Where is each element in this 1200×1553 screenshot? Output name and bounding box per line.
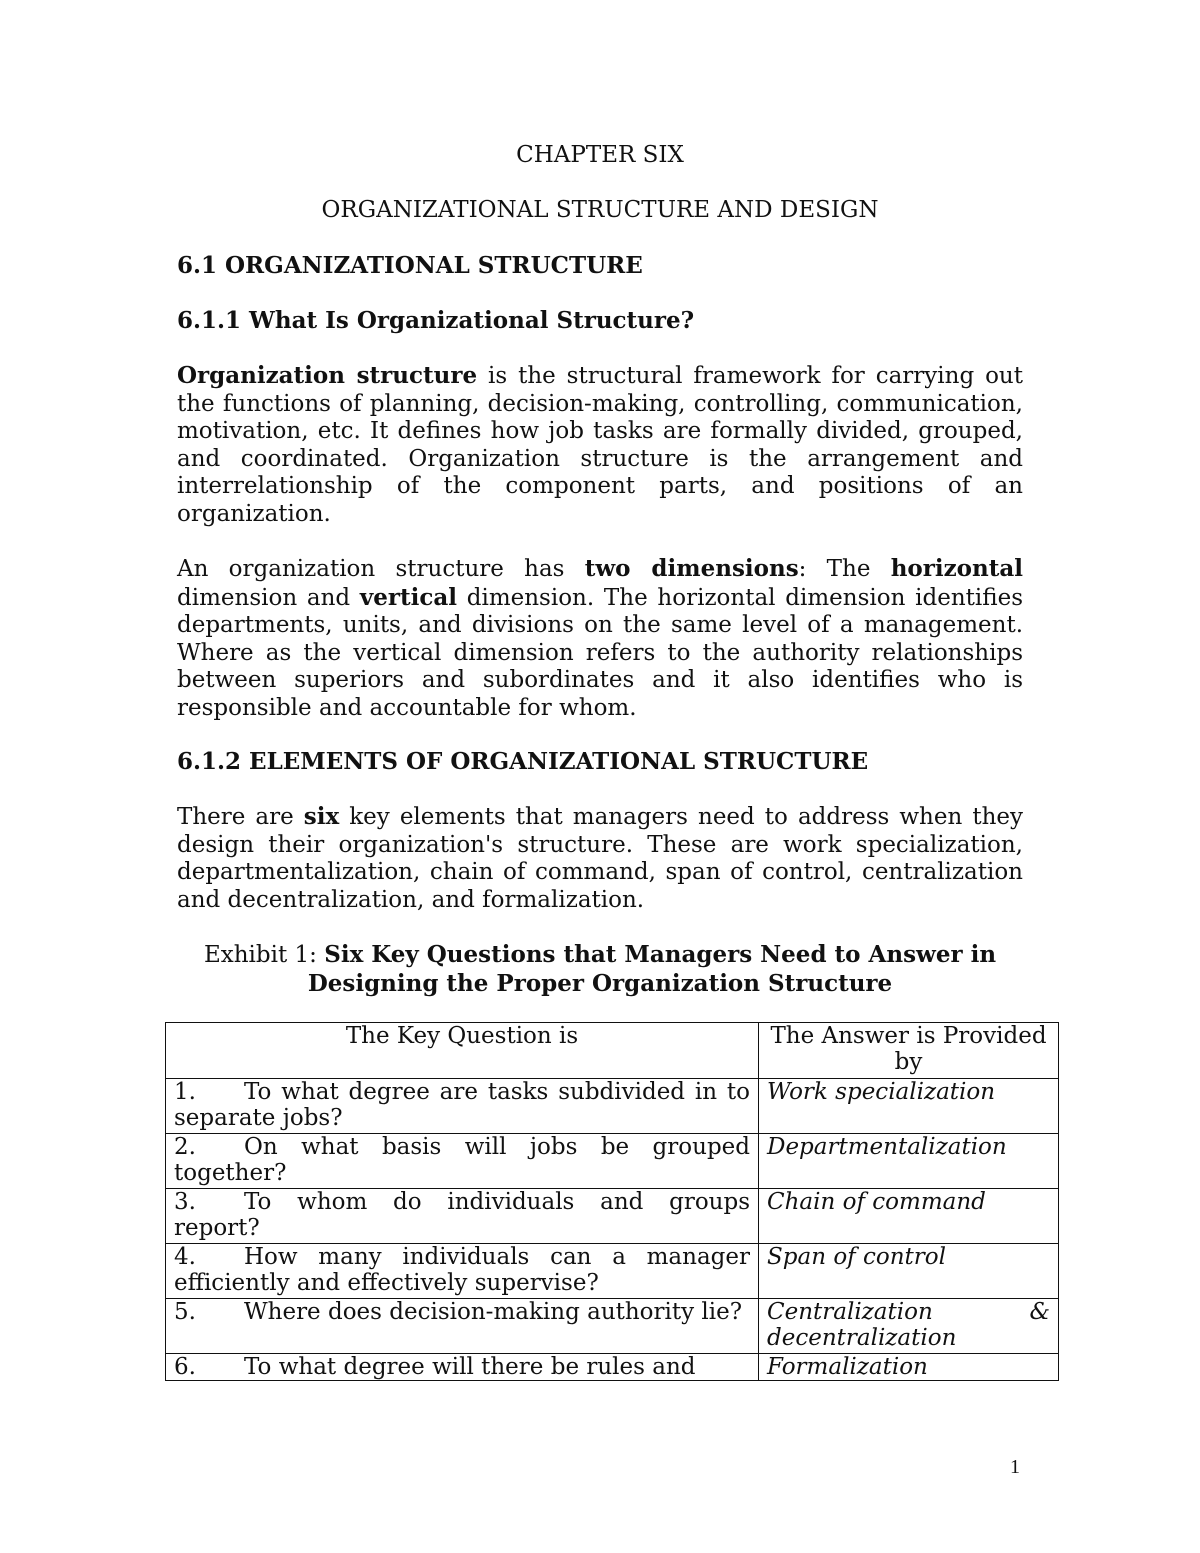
question-cell: 5. Where does decision-making authority lie?	[166, 1299, 759, 1354]
table-row	[166, 1189, 1059, 1244]
answer-cell: Chain of command	[759, 1189, 1059, 1244]
question-cell: 3. To whom do individuals and groups report?	[166, 1189, 759, 1244]
key-questions-table	[165, 1022, 1059, 1381]
section-heading-6-1: 6.1 ORGANIZATIONAL STRUCTURE	[177, 252, 643, 279]
question-cell: 1. To what degree are tasks subdivided in to separate jobs?	[166, 1079, 759, 1134]
section-heading-6-1-1: 6.1.1 What Is Organizational Structure?	[177, 307, 695, 334]
answer-cell: Centralization & decentralization	[759, 1299, 1059, 1354]
paragraph-dimensions: An organization structure has two dimensions: The horizontal dimension and vertical dimension. The horizontal dimension identifies departments, units, and divisions on the same level of a management. Where as the vertical dimension refers to the authority relationships between superiors and subordinates and it also identifies who is responsible and accountable for whom.	[177, 555, 1023, 721]
answer-cell: Formalization	[759, 1354, 1059, 1381]
exhibit-caption: Exhibit 1: Six Key Questions that Managers Need to Answer in Designing the Proper Organization Structure	[203, 941, 997, 997]
paragraph-definition: Organization structure is the structural framework for carrying out the functions of planning, decision-making, controlling, communication, motivation, etc. It defines how job tasks are formally divided, grouped, and coordinated. Organization structure is the arrangement and interrelationship of the component parts, and positions of an organization.	[177, 362, 1023, 527]
answer-cell: Span of control	[759, 1244, 1059, 1299]
table-header-row	[166, 1023, 1059, 1079]
paragraph-six-elements: There are six key elements that managers need to address when they design their organization's structure. These are work specialization, departmentalization, chain of command, span of control, centralization and decentralization, and formalization.	[177, 803, 1023, 913]
page-number: 1	[1010, 1456, 1020, 1478]
chapter-subtitle: ORGANIZATIONAL STRUCTURE AND DESIGN	[321, 197, 879, 223]
section-heading-6-1-2: 6.1.2 ELEMENTS OF ORGANIZATIONAL STRUCTURE	[177, 748, 869, 775]
question-cell: 4. How many individuals can a manager efficiently and effectively supervise?	[166, 1244, 759, 1299]
table-row	[166, 1079, 1059, 1134]
answer-cell: Work specialization	[759, 1079, 1059, 1134]
answer-cell: Departmentalization	[759, 1134, 1059, 1189]
table-row	[166, 1299, 1059, 1354]
table-row	[166, 1244, 1059, 1299]
table-row	[166, 1354, 1059, 1381]
term-organization-structure: Organization structure	[177, 362, 478, 389]
table-row	[166, 1134, 1059, 1189]
question-cell: 2. On what basis will jobs be grouped together?	[166, 1134, 759, 1189]
chapter-title: CHAPTER SIX	[516, 142, 684, 168]
question-cell: 6. To what degree will there be rules and	[166, 1354, 759, 1381]
header-key-question: The Key Question is	[166, 1023, 759, 1079]
header-answer: The Answer is Provided by	[759, 1023, 1059, 1079]
